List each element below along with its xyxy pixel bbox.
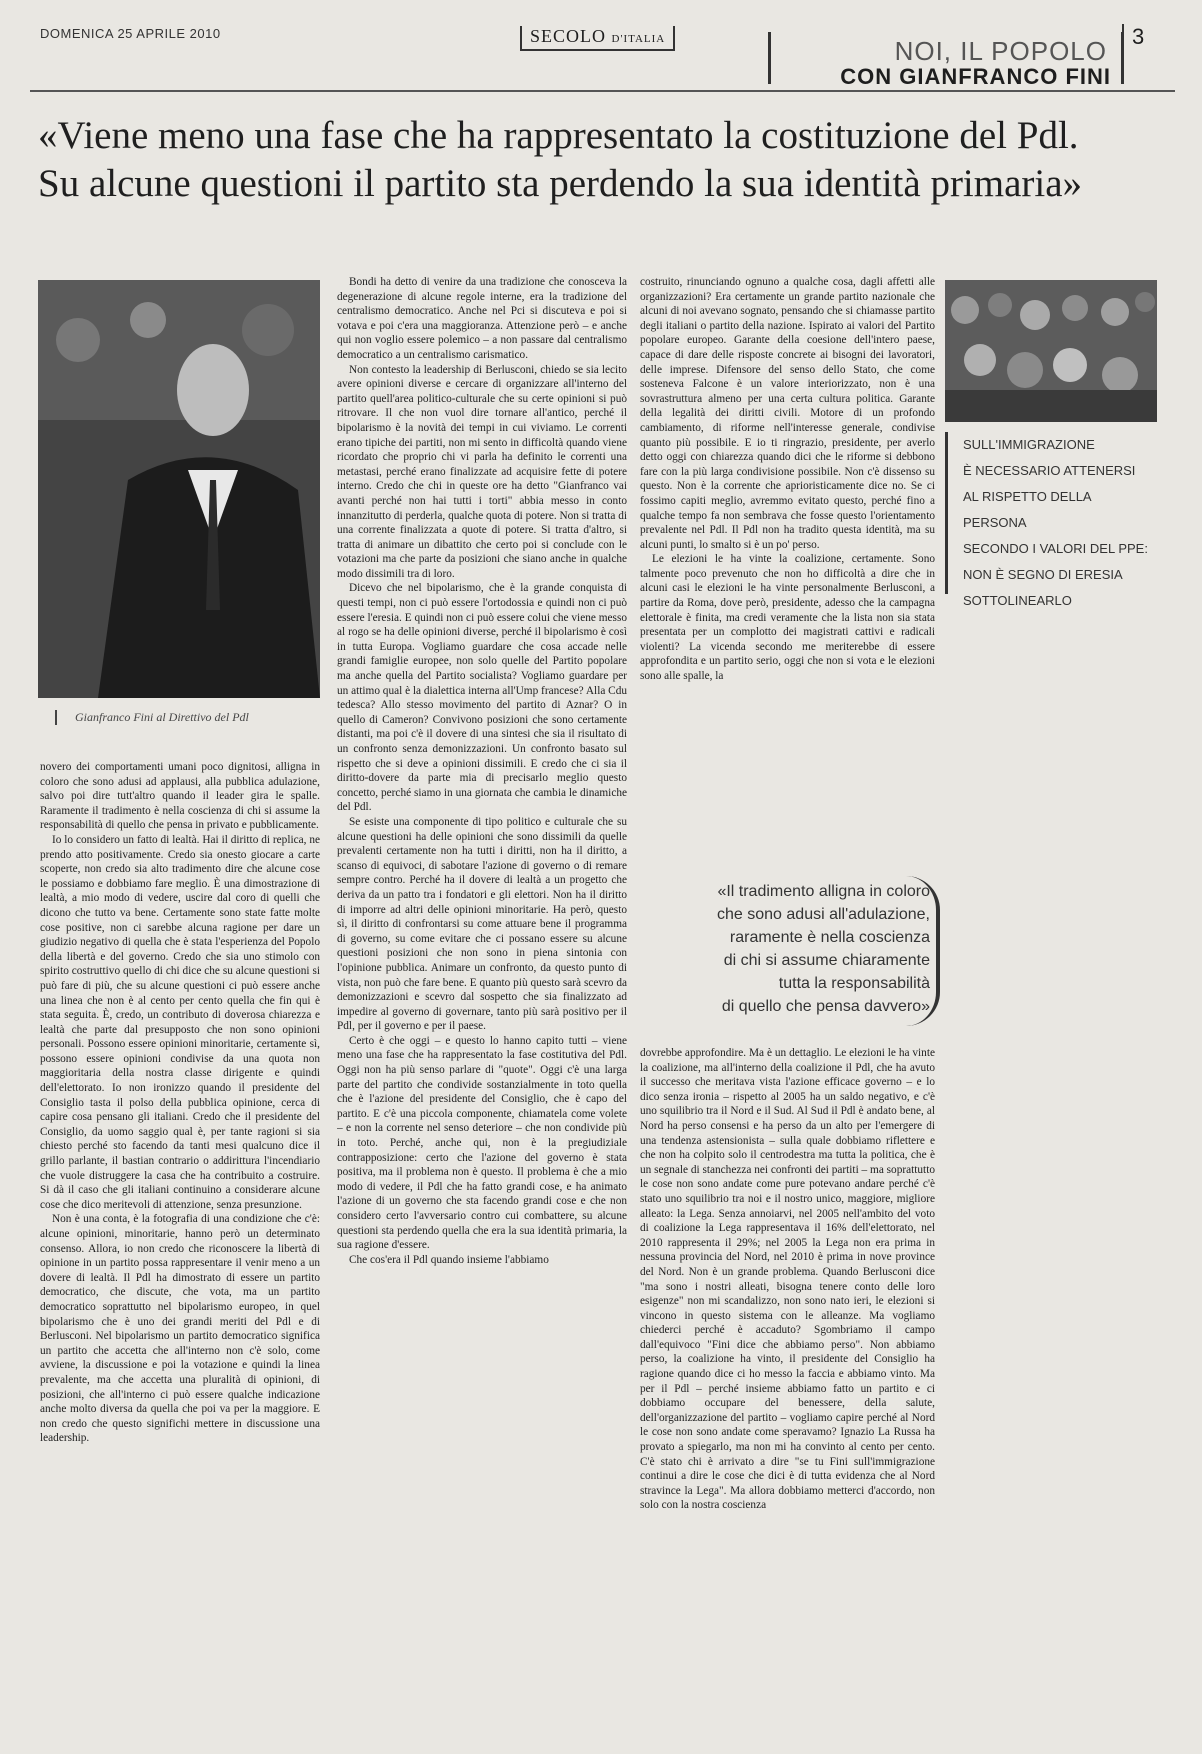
- paragraph: Bondi ha detto di venire da una tradizione che conosceva la degenerazione di alcune regole interne, era la tradizione del centralismo democratico. Anche nel Pci si discuteva e poi si votava e poi c'era una maggioranza. Attenzione però – e anche qui non voglio essere polemico – a non passare dal centralismo democratico a un centralismo carismatico.: [337, 276, 627, 361]
- paragraph: Se esiste una componente di tipo politico e culturale che su alcune questioni ha delle opinioni che sono dissimili da quelle prevalenti certamente non ha tutti i diritti, non ha il diritto, a scanso di equivoci, di sabotare l'azione di governo o di remare sempre contro. Perché ha il dovere di lealtà a un progetto che deriva da un patto tra i fondatori e gli elettori. Non ha il diritto di imporre ad altri delle opinioni minoritarie. Ha però, questo sì, il diritto di confrontarsi su come attuare bene il programma di governo, su come evitare che ci possano essere su alcune questioni posizioni che non sono in piena sintonia con l'opinione pubblica. Animare un confronto, da questo punto di vista, non può che fare bene. E quanto più questo sarà scevro da demonizzazioni e scevro dal sospetto che sia finalizzato ad impedire al governo di governare, tanto più sarà positivo per il Pdl, per il governo e per il paese.: [337, 815, 627, 1033]
- paper-name: [520, 26, 675, 51]
- pull-quote-line: «Il tradimento alligna in coloro: [717, 883, 930, 900]
- crowd-image: [945, 280, 1157, 422]
- header-rule: [30, 90, 1175, 92]
- paragraph: Che cos'era il Pdl quando insieme l'abbiamo: [349, 1253, 549, 1266]
- paragraph: dovrebbe approfondire. Ma è un dettaglio. Le elezioni le ha vinte la coalizione, ma all'interno della coalizione il Pdl, che ha avuto il successo che meritava vista l'azione efficace governo – e lo dico senza ironia – rispetto al 2005 ha un saldo negativo, e c'è uno squilibrio tra il Nord e il Sud. Al Sud il Pdl è andato bene, al Nord ha perso consensi e ha perso da un alto per l'emergere di una tendenza astensionista – sulla quale dobbiamo riflettere e che non ha colpito solo il centrodestra ma tutta la politica, che è un segnale di stanchezza nei confronti dei partiti – ma soprattutto le cose non sono andate come pure potevano andare perché c'è stato uno squilibrio tra noi e il nostro unico, maggiore, migliore alleato: la Lega. Senza annoiarvi, nel 2005 nell'ambito del voto di coalizione la Lega rappresentava il 16% dell'elettorato, nel 2010 rappresenta il 29%; nel 2005 la Lega non era prima in nessuna provincia del Nord, nel 2010 è prima in nove province del Nord. Non è un grande problema. Quando Berlusconi dice "ma sono i nostri alleati, bisogna tenere conto delle loro esigenze" non mi scandalizzo, non sono nato ieri, le elezioni si vincono in questo sistema con le alleanze. Ma vogliamo chiederci perché è accaduto? Sgombriamo il campo dall'equivoco "Fini dice che abbiamo perso". Non abbiamo perso, la coalizione ha vinto, il presidente del Consiglio ha ragione quando dice ci ho messo la faccia e abbiamo vinto. Ma per il Pdl – perché insieme abbiamo fatto un partito e ci dobbiamo occupare del benessere, della salute, dell'organizzazione del partito – vogliamo capire perché al Nord le cose non sono andate come speravamo? Ignazio La Russa ha provato a spiegarlo, ma non mi ha convinto al cento per cento. C'è stato chi è arrivato a dire "se tu Fini sull'immigrazione continui a dire le cose che dici è di tutta evidenza che al Nord stravince la Lega". Ma allora dobbiamo metterci d'accordo, non solo con la nostra coscienza: [640, 1047, 935, 1512]
- pull-quote-line: tutta la responsabilità: [778, 975, 930, 992]
- photo-caption: Gianfranco Fini al Direttivo del Pdl: [55, 710, 337, 725]
- sidebar-line: NON È SEGNO DI ERESIA: [963, 567, 1123, 582]
- paragraph: costruito, rinunciando ognuno a qualche cosa, dagli affetti alle organizzazioni? Era certamente un grande partito nazionale che alcuni di noi avevano sognato, pensando che si chiamasse partito degli italiani o partito della nazione. Ispirato ai valori del Partito popolare europeo. Garante della coesione dell'intero paese, capace di dare delle risposte concrete ai bisogni dei lavoratori, delle imprese. Difensore del senso dello Stato, che come sosteneva Falcone è un valore interiorizzato, non è una sovrastruttura almeno per una certa cultura politica. Garante della legalità dei diritti civili. Motore di un profondo cambiamento, di riforme nell'interesse generale, condivise quanto più possibile. E io ti ringrazio, presidente, per averlo detto oggi con chiarezza quando dici che le riforme si debbono fare con la più larga condivisione possibile. Non c'è dissenso su questo. Non è la corrente che aprioristicamente dice no. Se ci fossimo capiti meglio, avremmo evitato questo, perché fino a qualche tempo fa non sembrava che fosse questo l'orientamento prevalente nel Pdl. Il Pdl non ha tradito questa identità, ma su alcuni punti, lo smalto si è un po' perso.: [640, 276, 935, 551]
- pull-quote-bracket: [906, 876, 940, 1026]
- paragraph: Io lo considero un fatto di lealtà. Hai il diritto di replica, ne prendo atto positivamente. Credo sia onesto giocare a carte scoperte, non credo sia alto tradimento dire che alcune cose le possiamo e dobbiamo fare meglio. È una dimostrazione di lealtà, a mio modo di vedere, uscire dal coro di quelli che dicono che tutto va bene. Certamente sono state fatte molte cose positive, non ci sarebbe alcuna ragione per dare un giudizio negativo di quella che è stata l'esperienza del Popolo della libertà e del governo. Credo che sia uno stimolo con spirito costruttivo quello di chi dice che su alcune questioni si può fare di più, che su alcune questioni ci può essere anche una linea che non è al cento per cento quella che fin qui è stata seguita. È, credo, un contributo di doverosa chiarezza e lealtà che parte dal presupposto che non sono opinioni personali. Possono essere opinioni minoritarie, certamente sì, possono essere opinioni condivise da una quota non maggioritaria della nostra classe dirigente e quindi dell'elettorato. Io non ironizzo quando il presidente del Consiglio tasta il polso della pubblica opinione, cerca di capire cosa pensano gli italiani. Credo che il presidente del Consiglio, da uomo saggio qual è, per tante ragioni si sia chiesto perché sto facendo da tanti mesi qualcuno dice il grillo parlante, il bastian contrario o addirittura l'incendiario che vuole distruggere la casa che ha contribuito a costruire. Si dà il caso che gli italiani continuino a considerare alcune cose che dico meritevoli di attenzione, senza presunzione.: [40, 833, 320, 1211]
- paper-name-suffix: D'ITALIA: [611, 33, 666, 45]
- sidebar-line: SECONDO I VALORI DEL PPE:: [963, 541, 1148, 556]
- pull-quote-line: di chi si assume chiaramente: [723, 952, 930, 969]
- article-column-1: [40, 760, 320, 1735]
- page-number: 3: [1122, 24, 1144, 50]
- paragraph: Certo è che oggi – e questo lo hanno capito tutti – viene meno una fase che ha rappresentato la fase costitutiva del Pdl. Oggi non ha più senso parlare di "quote". Oggi c'è una larga parte del partito che condivide sostanzialmente in toto quella che è l'azione del presidente del Consiglio, che è capo del partito. E c'è una piccola componente, chiamatela come volete – e non la corrente nel senso deteriore – che non condivide più in toto. Perché, anche qui, non è la pregiudiziale contrapposizione: certo che l'azione del governo è stata positiva, ma il problema non è questo. Il problema è che a mio modo di vedere, il Pdl che ha fatto grandi cose, e ha animato l'azione di un governo che sta facendo grandi cose e che non considero certo l'avversario contro cui combattere, su alcune questioni sta perdendo quella che era la sua identità primaria, la sua ragione d'essere.: [337, 1034, 627, 1252]
- headline-line-2: Su alcune questioni il partito sta perdendo la sua identità primaria»: [38, 162, 1083, 205]
- headline: [38, 112, 1158, 208]
- paragraph: Non è una conta, è la fotografia di una condizione che c'è: alcune opinioni, minoritarie, hanno però un determinato consenso. Allora, io non credo che riconoscere la libertà di opinione in un partito possa rappresentare il venir meno a un dovere di lealtà. Il Pdl ha dimostrato di essere un partito democratico, che discute, che vota, ma un partito democratico soprattutto nel bipolarismo europeo, in quel bipolarismo che è uno dei grandi meriti del Pdl e di Berlusconi. Nel bipolarismo un partito democratico significa un partito che accetta che all'interno non c'è solo, come avviene, la discussione e poi la votazione e quindi la linea prevalente, ma che accetta una pluralità di opinioni, di posizioni, che all'interno ci può essere qualche indicazione anche molto diversa da quella che poi va per la maggiore. E non credo che questo significhi mettere in discussione una leadership.: [40, 1213, 320, 1445]
- pull-quote-line: di quello che pensa davvero»: [721, 998, 930, 1015]
- issue-date: DOMENICA 25 APRILE 2010: [40, 26, 221, 41]
- pull-quote: [640, 880, 930, 1018]
- crowd-photo: [945, 280, 1157, 422]
- headline-line-1: «Viene meno una fase che ha rappresentato la costituzione del Pdl.: [38, 114, 1079, 157]
- speaker-photo: [38, 280, 320, 698]
- masthead: [30, 22, 1180, 92]
- article-column-3-bottom: [640, 1046, 935, 1736]
- pull-quote-line: raramente è nella coscienza: [729, 929, 930, 946]
- section-subtitle: CON GIANFRANCO FINI: [840, 64, 1111, 89]
- article-column-3-top: [640, 275, 935, 855]
- pull-quote-line: che sono adusi all'adulazione,: [717, 906, 930, 923]
- paragraph: Non contesto la leadership di Berlusconi, chiedo se sia lecito avere opinioni diverse e cercare di organizzare all'interno del partito quell'area politico-culturale che su certe opinioni si può ritrovare. Il che non vuol dire tornare all'antico, perché il bipolarismo è la novità dei tempi in cui viviamo. Le correnti erano tipiche dei partiti, non mi sento in difficoltà quando viene ricordato che proprio chi vi parla ha definito le correnti una metastasi, perché erano finalizzate ad acquisire fette di potere interno. Credo che chi in queste ore ha detto "Gianfranco vai avanti perché non hai tutti i torti" abbia messo in conto innanzitutto di perderla, qualche quota di potere. Non si tratta di una corrente finalizzata a quote di potere. Si tratta d'altro, si tratta di animare un dibattito che certo poi si conclude con le votazioni ma che parte da posizioni che siano anche in qualche modo dissimili tra di loro.: [337, 363, 627, 580]
- section-title: NOI, IL POPOLO: [894, 36, 1107, 66]
- article-column-2: [337, 275, 627, 1735]
- sidebar-line: AL RISPETTO DELLA PERSONA: [963, 489, 1091, 530]
- section-header: [768, 32, 1124, 89]
- paragraph: Le elezioni le ha vinte la coalizione, certamente. Sono talmente poco prevenuto che non ho difficoltà a dire che in alcuni casi le elezioni le ha vinte personalmente Berlusconi, a partire da Roma, dove però, presidente, adesso che la campagna elettorale è finita, ma credi veramente che la lista non sia stata presentata per un complotto dei magistrati cattivi e radicali violenti? La vicenda secondo me meriterebbe di essere approfondita e un partito serio, oggi che non si vota e le elezioni sono alle spalle, la: [640, 553, 935, 683]
- main-photo: [38, 280, 320, 698]
- sidebar-line: SOTTOLINEARLO: [963, 593, 1072, 608]
- sidebar-quote: [945, 432, 1157, 608]
- paragraph: Dicevo che nel bipolarismo, che è la grande conquista di questi tempi, non ci può essere l'ortodossia e quindi non ci può essere l'eresia. E quindi non ci può essere colui che viene messo al rogo se ha delle opinioni diverse, perché il bipolarismo è così in tutta Europa. Vogliamo guardare che cosa accade nelle grandi famiglie europee, non solo quelle del Partito popolare ma anche quella del Partito socialista? Vogliamo guardare per un attimo qual è la dialettica interna all'Ump francese? Alla Cdu tedesca? Allo stesso movimento del partito di Aznar? O in quello di Cameron? Convivono posizioni che sono certamente distanti, ma poi c'è il dovere di una sintesi che sia il risultato di un confronto senza demonizzazioni. Un confronto basato sul rispetto che si deve a opinioni dissimili. E credo che ci sia il diritto-dovere da parte mia di precisarlo meglio questo concetto, perché siamo in una giornata che cambia le dinamiche del Pdl.: [337, 582, 627, 814]
- paragraph: novero dei comportamenti umani poco dignitosi, alligna in coloro che sono adusi ad applausi, alla pubblica adulazione, salvo poi dire tutt'altro quando il leader gira le spalle. Raramente il tradimento è nella coscienza di chi si assume la responsabilità di quello che pensa in privato e pubblicamente.: [40, 761, 320, 832]
- sidebar-line: SULL'IMMIGRAZIONE: [963, 437, 1095, 452]
- paper-name-main: SECOLO: [530, 26, 607, 46]
- sidebar-line: È NECESSARIO ATTENERSI: [963, 463, 1136, 478]
